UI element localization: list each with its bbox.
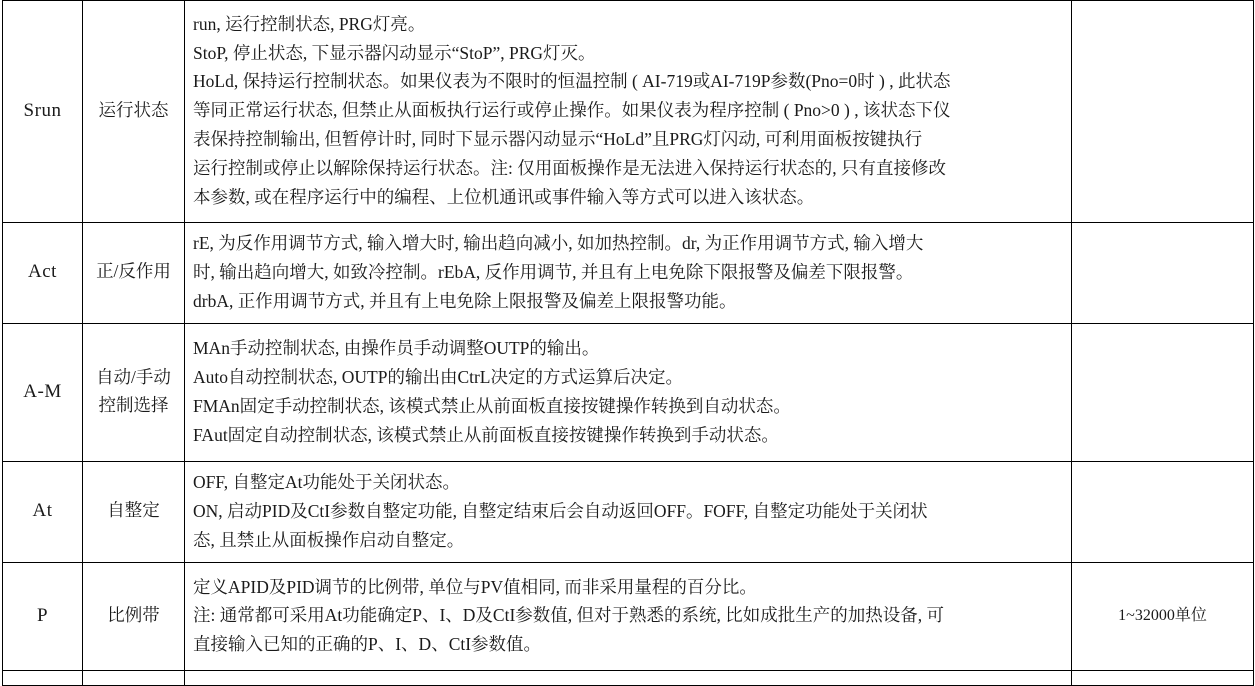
parameter-name: 正/反作用 [83,223,185,324]
description-line: run, 运行控制状态, PRG灯亮。 [193,13,426,34]
parameter-range [1072,671,1254,686]
description-line: 本参数, 或在程序运行中的编程、上位机通讯或事件输入等方式可以进入该状态。 [193,186,815,207]
parameter-range [1072,462,1254,563]
parameter-range [1072,324,1254,462]
parameter-code: At [3,462,83,563]
table-row [3,223,1254,324]
description-line: 定义APID及PID调节的比例带, 单位与PV值相同, 而非采用量程的百分比。 [193,576,757,597]
description-line: 直接输入已知的正确的P、I、D、CtI参数值。 [193,634,542,655]
description-line: 时, 输出趋向增大, 如致冷控制。rEbA, 反作用调节, 并且有上电免除下限报警及偏差下限报警。 [193,261,914,282]
parameter-range: 1~32000单位 [1072,563,1254,671]
parameter-name: 运行状态 [83,1,185,223]
description-line: 运行控制或停止以解除保持运行状态。注: 仅用面板操作是无法进入保持运行状态的, 只有直接修改 [193,158,946,179]
table-body [3,1,1254,686]
parameter-description [185,223,1072,324]
description-line: HoLd, 保持运行控制状态。如果仪表为不限时的恒温控制 ( AI-719或AI-719P参数(Pno=0时 ) , 此状态 [193,71,951,92]
description-line: drbA, 正作用调节方式, 并且有上电免除上限报警及偏差上限报警功能。 [193,290,737,311]
parameter-range [1072,1,1254,223]
table-row [3,324,1254,462]
parameter-description [185,671,1072,686]
parameter-name [83,324,185,462]
parameter-range [1072,223,1254,324]
parameter-code [3,671,83,686]
description-line: Auto自动控制状态, OUTP的输出由CtrL决定的方式运算后决定。 [193,366,683,387]
description-line: 等同正常运行状态, 但禁止从面板执行运行或停止操作。如果仪表为程序控制 ( Pno>0 ) , 该状态下仪 [193,100,951,121]
description-line: 态, 且禁止从面板操作启动自整定。 [193,529,465,550]
parameter-description [185,563,1072,671]
description-line: rE, 为反作用调节方式, 输入增大时, 输出趋向减小, 如加热控制。dr, 为正作用调节方式, 输入增大 [193,233,924,253]
parameter-code: A-M [3,324,83,462]
table-row [3,1,1254,223]
parameter-description [185,1,1072,223]
parameter-name-line: 控制选择 [98,394,169,415]
description-line: ON, 启动PID及CtI参数自整定功能, 自整定结束后会自动返回OFF。FOFF, 自整定功能处于关闭状 [193,500,928,521]
description-line: 注: 通常都可采用At功能确定P、I、D及CtI参数值, 但对于熟悉的系统, 比如成批生产的加热设备, 可 [193,605,945,626]
table-row-partial [3,671,1254,686]
description-line: FAut固定自动控制状态, 该模式禁止从前面板直接按键操作转换到手动状态。 [193,424,779,445]
parameter-code: P [3,563,83,671]
parameter-name: 比例带 [83,563,185,671]
parameter-name: 自整定 [83,462,185,563]
parameter-description [185,462,1072,563]
description-line: 表保持控制输出, 但暂停计时, 同时下显示器闪动显示“HoLd”且PRG灯闪动, 可利用面板按键执行 [193,129,923,150]
parameter-name [83,671,185,686]
parameter-code: Srun [3,1,83,223]
description-line: OFF, 自整定At功能处于关闭状态。 [193,472,460,493]
parameter-table [2,0,1254,686]
table-row [3,563,1254,671]
parameter-description [185,324,1072,462]
parameter-code: Act [3,223,83,324]
description-line: FMAn固定手动控制状态, 该模式禁止从前面板直接按键操作转换到自动状态。 [193,395,791,416]
parameter-name-line: 自动/手动 [96,367,171,388]
description-line: StoP, 停止状态, 下显示器闪动显示“StoP”, PRG灯灭。 [193,42,596,63]
description-line: MAn手动控制状态, 由操作员手动调整OUTP的输出。 [193,338,600,359]
table-row [3,462,1254,563]
